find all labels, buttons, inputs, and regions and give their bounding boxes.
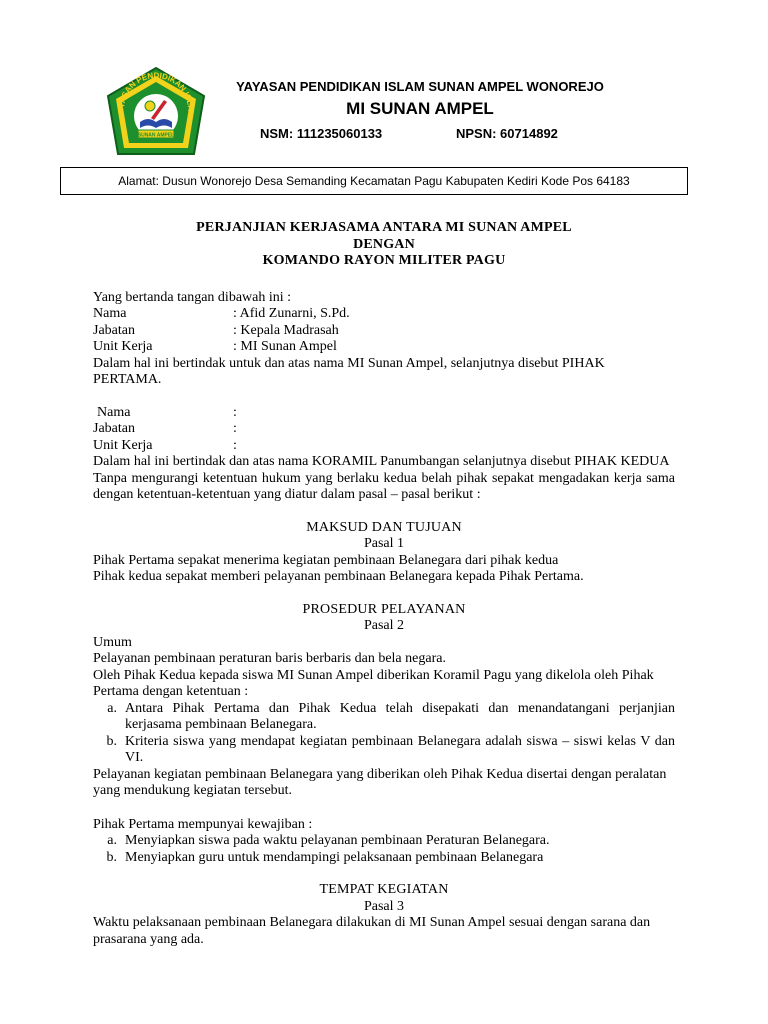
party2-unit-row	[93, 438, 675, 455]
title-line-3: KOMANDO RAYON MILITER PAGU	[262, 253, 506, 268]
npsn-number: NPSN: 60714892	[456, 126, 558, 141]
party2-name-label: Nama	[97, 404, 131, 420]
list-item	[93, 701, 675, 734]
section-prosedur-pasal: Pasal 2	[363, 618, 405, 633]
list-marker: a.	[107, 700, 117, 716]
party2-unit-label: Unit Kerja	[93, 437, 153, 453]
section-tempat-pasal: Pasal 3	[363, 898, 405, 914]
party2-name-value: :	[233, 404, 237, 420]
list-text: Menyiapkan siswa pada waktu pelayanan pembinaan Peraturan Belanegara.	[125, 833, 550, 848]
school-ids	[210, 126, 630, 146]
section-prosedur-heading: PROSEDUR PELAYANAN	[302, 601, 466, 617]
agreement-preamble: Tanpa mengurangi ketentuan hukum yang berlaku kedua belah pihak sepakat mengadakan kerja sama dengan ketentuan-ketentuan yang diatur dalam pasal – pasal berikut :	[93, 470, 675, 502]
list-item	[93, 850, 675, 867]
prosedur-line-2: Oleh Pihak Kedua kepada siswa MI Sunan Ampel diberikan Koramil Pagu yang dikelola oleh Pihak Pertama dengan ketentuan :	[93, 667, 654, 699]
list-text: Menyiapkan guru untuk mendampingi pelaksanaan pembinaan Belanegara	[125, 849, 544, 865]
party2-position-row	[93, 421, 675, 438]
list-marker: b.	[106, 733, 117, 749]
kewajiban-intro: Pihak Pertama mempunyai kewajiban :	[93, 816, 313, 832]
section-tempat-heading: TEMPAT KEGIATAN	[319, 882, 449, 897]
party1-unit-value: : MI Sunan Ampel	[233, 339, 337, 354]
party1-statement: Dalam hal ini bertindak untuk dan atas nama MI Sunan Ampel, selanjutnya disebut PIHAK PERTAMA.	[93, 355, 605, 387]
prosedur-line-3: Pelayanan kegiatan pembinaan Belanegara yang diberikan oleh Pihak Kedua disertai dengan peralatan yang mendukung kegiatan tersebut.	[93, 766, 667, 798]
nsm-number: NSM: 111235060133	[260, 126, 383, 141]
party2-unit-value: :	[233, 437, 237, 453]
list-text: Antara Pihak Pertama dan Pihak Kedua telah disepakati dan menandatangani perjanjian kerjasama pembinaan Belanegara.	[125, 700, 675, 732]
prosedur-line-1: Pelayanan pembinaan peraturan baris berbaris dan bela negara.	[93, 651, 446, 666]
document-body	[93, 220, 675, 948]
list-marker: a.	[107, 833, 117, 848]
kewajiban-list	[93, 833, 675, 866]
school-logo-emblem	[104, 66, 208, 160]
foundation-name: YAYASAN PENDIDIKAN ISLAM SUNAN AMPEL WONOREJO	[236, 79, 604, 94]
logo-banner-text: SUNAN AMPEL	[137, 132, 175, 139]
maksud-line-2: Pihak kedua sepakat memberi pelayanan pembinaan Belanegara kepada Pihak Pertama.	[93, 569, 584, 584]
party1-name-value: : Afid Zunarni, S.Pd.	[233, 306, 350, 321]
maksud-line-1: Pihak Pertama sepakat menerima kegiatan pembinaan Belanegara dari pihak kedua	[93, 552, 559, 568]
party2-position-value: :	[233, 421, 237, 436]
party1-position-label: Jabatan	[93, 322, 135, 338]
party2-name-row	[93, 405, 675, 422]
section-maksud-pasal: Pasal 1	[363, 536, 405, 551]
prosedur-umum: Umum	[93, 634, 132, 650]
title-line-1: PERJANJIAN KERJASAMA ANTARA MI SUNAN AMPEL	[196, 220, 572, 235]
party1-unit-label: Unit Kerja	[93, 339, 153, 354]
prosedur-provisions-list	[93, 701, 675, 767]
list-item	[93, 734, 675, 767]
title-line-2: DENGAN	[353, 236, 415, 252]
party1-name-row	[93, 306, 675, 323]
party2-position-label: Jabatan	[93, 421, 135, 436]
list-item	[93, 833, 675, 850]
list-marker: b.	[106, 849, 117, 865]
letterhead	[210, 78, 630, 146]
address-box: Alamat: Dusun Wonorejo Desa Semanding Kecamatan Pagu Kabupaten Kediri Kode Pos 64183	[60, 167, 688, 195]
party1-position-value: : Kepala Madrasah	[233, 322, 339, 338]
party1-position-row	[93, 323, 675, 340]
party2-statement: Dalam hal ini bertindak dan atas nama KORAMIL Panumbangan selanjutnya disebut PIHAK KEDUA	[93, 454, 670, 469]
party1-name-label: Nama	[93, 306, 127, 321]
section-maksud-heading: MAKSUD DAN TUJUAN	[306, 519, 462, 535]
tempat-text: Waktu pelaksanaan pembinaan Belanegara dilakukan di MI Sunan Ampel sesuai dengan sarana dan prasarana yang ada.	[93, 915, 651, 947]
school-logo	[104, 66, 208, 160]
party1-intro: Yang bertanda tangan dibawah ini :	[93, 289, 292, 305]
logo-arc-text: YASAN PENDIDIKAN ISLA	[117, 70, 196, 112]
school-name: MI SUNAN AMPEL	[346, 99, 494, 118]
party1-unit-row	[93, 339, 675, 356]
list-text: Kriteria siswa yang mendapat kegiatan pembinaan Belanegara adalah siswa – siswi kelas V dan VI.	[125, 733, 675, 765]
